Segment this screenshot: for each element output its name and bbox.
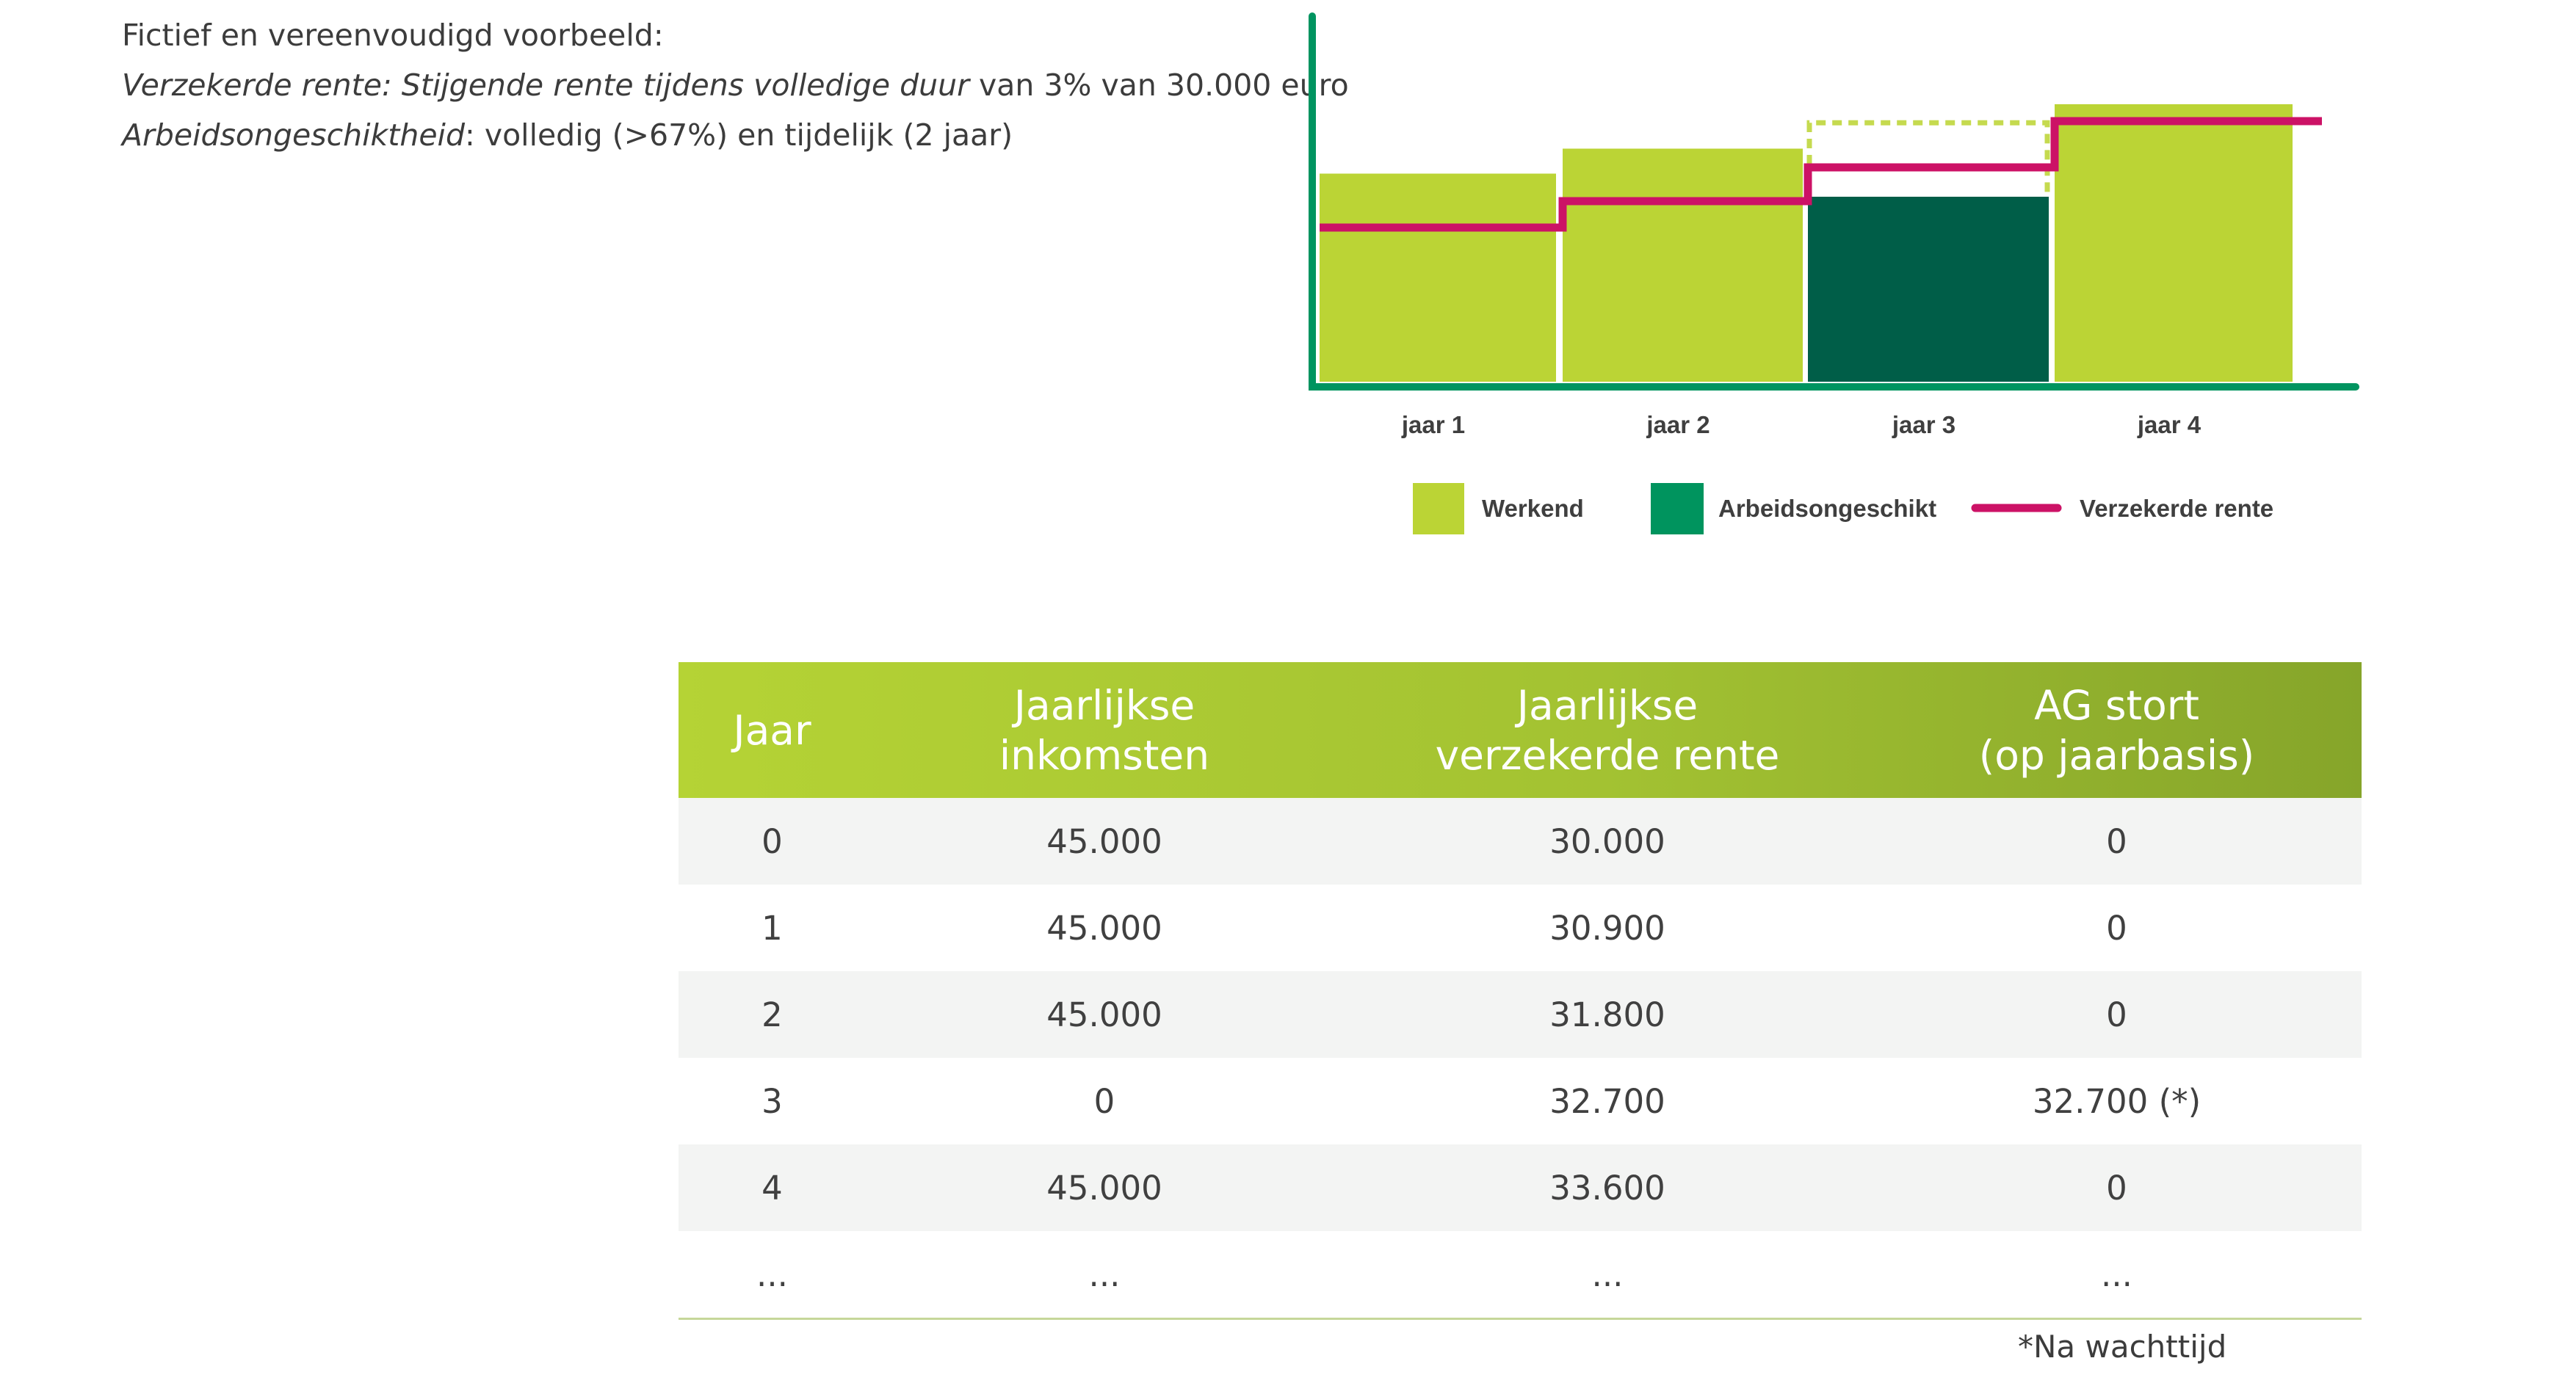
- header-jaar: Jaar: [733, 706, 811, 754]
- table-row: [679, 1144, 2362, 1231]
- legend-werkend-swatch: [1413, 483, 1464, 534]
- header-inkomsten: Jaarlijkse inkomsten: [999, 681, 1210, 779]
- cell-ag-stort: 32.700 (*): [1872, 1058, 2362, 1144]
- legend-verzekerde-rente-label: Verzekerde rente: [2080, 495, 2274, 522]
- intro-line-3-rest: : volledig (>67%) en tijdelijk (2 jaar): [464, 117, 1013, 153]
- bar-werkend: [1320, 174, 1556, 382]
- x-tick-label: jaar 1: [1401, 411, 1466, 438]
- dashed-outline-jaar-3: [1809, 123, 2047, 197]
- intro-line-1-text: Fictief en vereenvoudigd voorbeeld:: [122, 18, 664, 53]
- table-row: [679, 1231, 2362, 1319]
- bar-werkend: [1563, 148, 1803, 382]
- x-tick-label: jaar 3: [1892, 411, 1956, 438]
- table-header-row: [679, 662, 2362, 798]
- income-chart: [0, 0, 2576, 558]
- cell-verzekerde-rente: 32.700: [1343, 1058, 1872, 1144]
- cell-ag-stort: 0: [1872, 971, 2362, 1058]
- cell-ag-stort: 0: [1872, 885, 2362, 971]
- cell-ag-stort: 0: [1872, 798, 2362, 885]
- cell-jaar: 1: [679, 885, 866, 971]
- intro-line-3-italic: Arbeidsongeschiktheid: [122, 117, 465, 153]
- footnote: *Na wachttijd: [2018, 1329, 2227, 1365]
- legend-arbeidsongeschikt-label: Arbeidsongeschikt: [1718, 495, 1937, 522]
- x-tick-label: jaar 2: [1646, 411, 1710, 438]
- cell-jaar: 0: [679, 798, 866, 885]
- cell-verzekerde-rente: 30.000: [1343, 798, 1872, 885]
- cell-jaar: ...: [679, 1231, 866, 1319]
- cell-jaar: 3: [679, 1058, 866, 1144]
- header-ag-stort: AG stort (op jaarbasis): [1978, 681, 2255, 779]
- cell-inkomsten: 45.000: [866, 798, 1343, 885]
- data-table: [679, 662, 2362, 1320]
- legend-werkend-label: Werkend: [1482, 495, 1584, 522]
- legend-arbeidsongeschikt-swatch: [1651, 483, 1704, 534]
- intro-line-2-italic: Verzekerde rente: Stijgende rente tijdens volledige duur: [122, 68, 969, 103]
- cell-verzekerde-rente: 33.600: [1343, 1144, 1872, 1231]
- cell-verzekerde-rente: 31.800: [1343, 971, 1872, 1058]
- cell-inkomsten: 45.000: [866, 971, 1343, 1058]
- bar-arbeidsongeschikt: [1808, 197, 2049, 382]
- cell-inkomsten: 0: [866, 1058, 1343, 1144]
- cell-verzekerde-rente: ...: [1343, 1231, 1872, 1319]
- cell-inkomsten: ...: [866, 1231, 1343, 1319]
- x-tick-label: jaar 4: [2137, 411, 2201, 438]
- table-row: [679, 885, 2362, 971]
- cell-ag-stort: ...: [1872, 1231, 2362, 1319]
- cell-verzekerde-rente: 30.900: [1343, 885, 1872, 971]
- bar-werkend: [2055, 104, 2293, 382]
- cell-jaar: 4: [679, 1144, 866, 1231]
- cell-ag-stort: 0: [1872, 1144, 2362, 1231]
- table-row: [679, 798, 2362, 885]
- cell-jaar: 2: [679, 971, 866, 1058]
- intro-line-2-rest: van 3% van 30.000 euro: [969, 68, 1349, 103]
- table-row: [679, 1058, 2362, 1144]
- cell-inkomsten: 45.000: [866, 885, 1343, 971]
- header-verzekerde-rente: Jaarlijkse verzekerde rente: [1435, 681, 1780, 779]
- table-row: [679, 971, 2362, 1058]
- cell-inkomsten: 45.000: [866, 1144, 1343, 1231]
